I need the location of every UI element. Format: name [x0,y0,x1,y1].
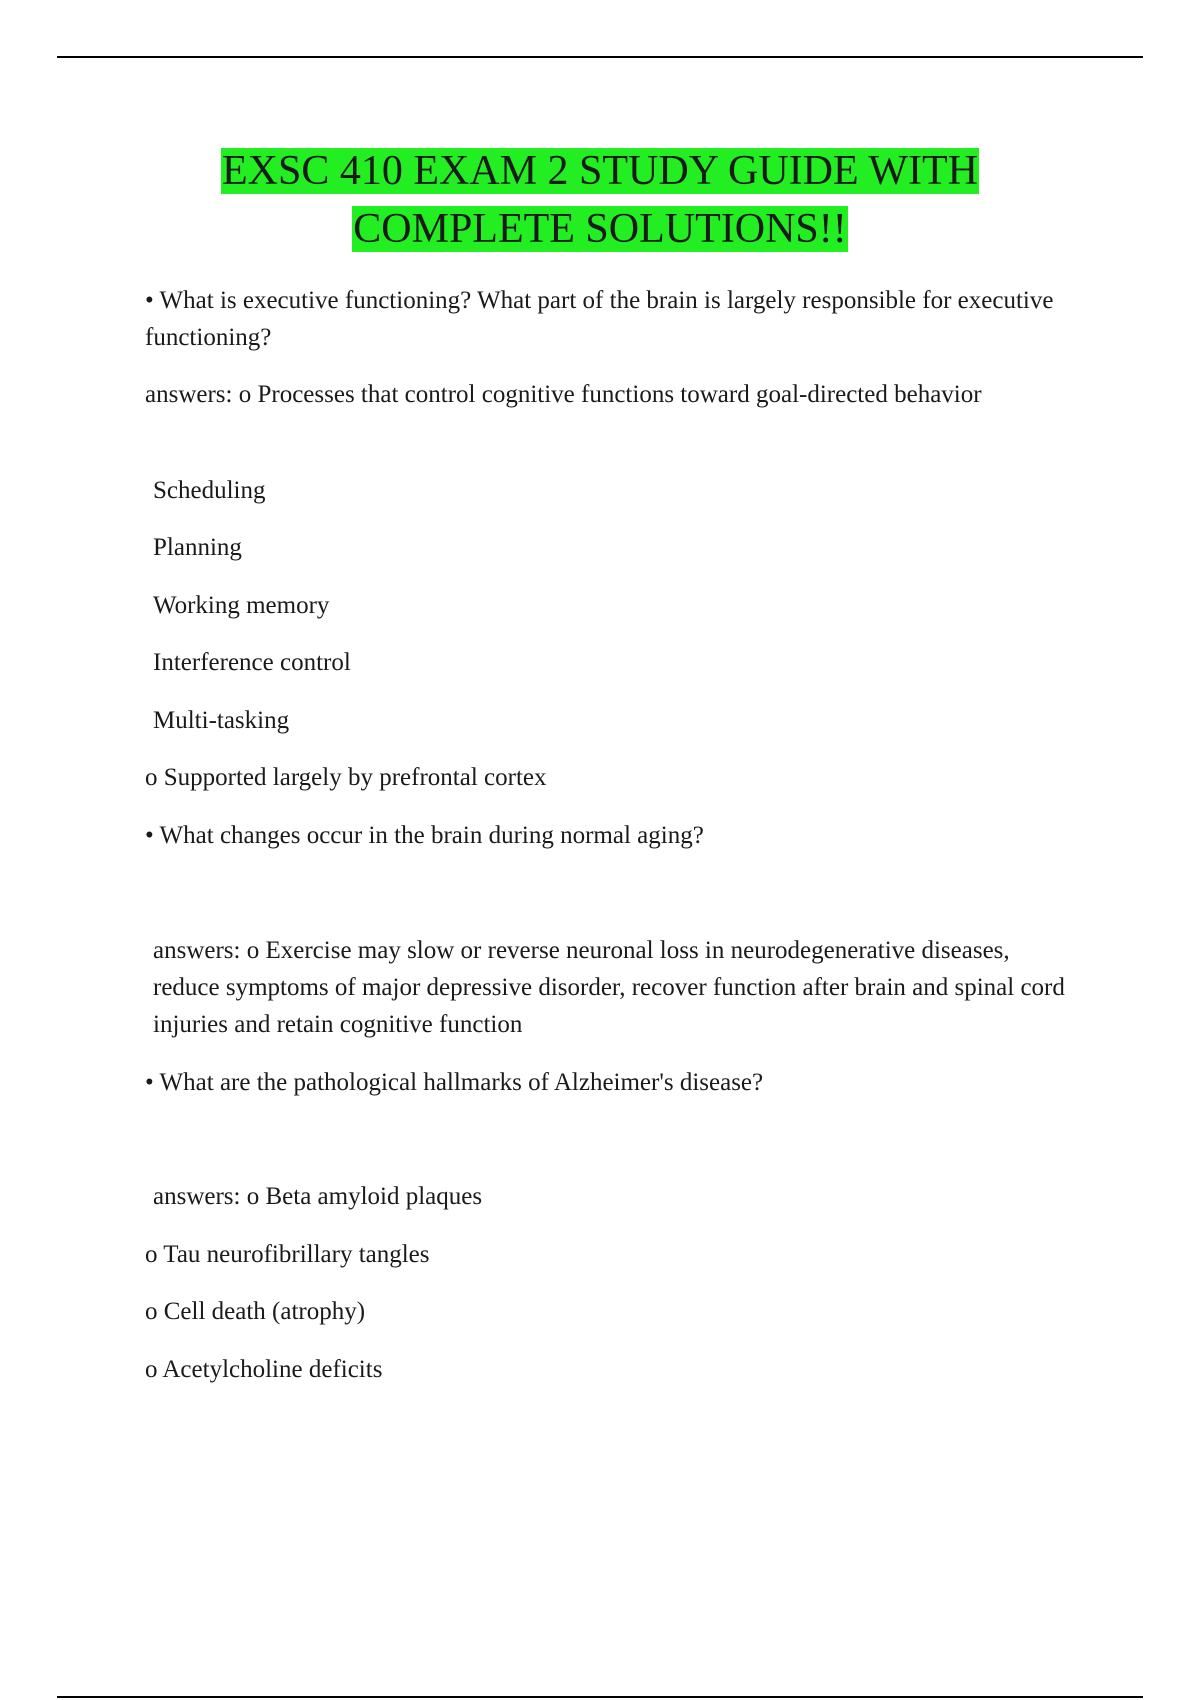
list-item: o Acetylcholine deficits [145,1356,383,1383]
question-normal-aging: • What changes occur in the brain during normal aging? [145,822,704,849]
answer-alzheimers: answers: o Beta amyloid plaques [153,1183,483,1210]
list-item: o Tau neurofibrillary tangles [145,1241,430,1268]
answer-normal-aging: answers: o Exercise may slow or reverse neuronal loss in neurodegenerative diseases, reduce symptoms of major depressive disorder, recover function after brain and spinal cord injuries and retain cognitive function [153,937,1065,1038]
list-item: Working memory [153,592,330,619]
list-item: Scheduling [153,477,266,504]
answer-prefrontal-cortex: o Supported largely by prefrontal cortex [145,764,547,791]
answer-executive-functioning: answers: o Processes that control cognitive functions toward goal-directed behavior [145,381,982,408]
question-executive-functioning: • What is executive functioning? What part of the brain is largely responsible for executive functioning? [145,287,1054,351]
top-rule [57,56,1143,58]
list-item: o Cell death (atrophy) [145,1298,366,1325]
bottom-rule [57,1696,1143,1698]
list-item: Interference control [153,649,351,676]
title-line-1: EXSC 410 EXAM 2 STUDY GUIDE WITH [222,148,978,194]
list-item: Planning [153,534,242,561]
title-line-2: COMPLETE SOLUTIONS!! [353,206,847,252]
page-title [0,142,1200,258]
question-alzheimers: • What are the pathological hallmarks of Alzheimer's disease? [145,1069,764,1096]
list-item: Multi-tasking [153,707,290,734]
